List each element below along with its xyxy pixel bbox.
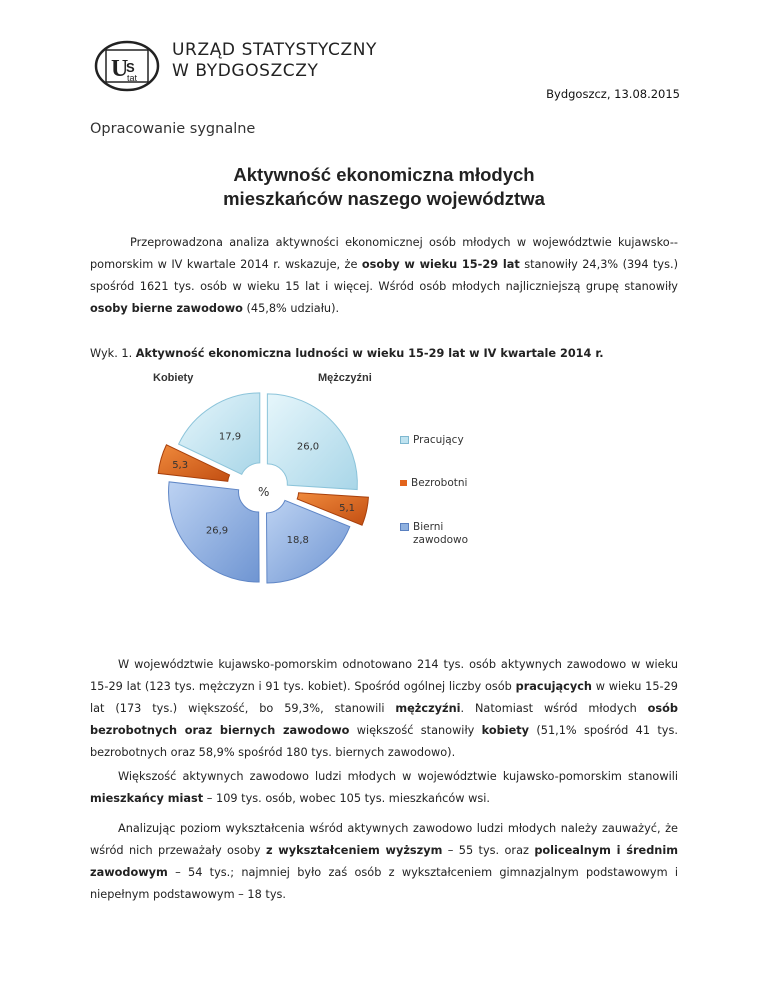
legend-item-bierni bbox=[400, 521, 475, 547]
text: – 109 tys. osób, wobec 105 tys. mieszkańców wsi. bbox=[203, 792, 490, 805]
institution-line2: W BYDGOSZCZY bbox=[172, 61, 319, 81]
chart-caption bbox=[90, 347, 604, 360]
bold-text: kobiety bbox=[481, 724, 530, 737]
text: (51,1% spośród 41 tys. bezrobotnych oraz 58,9% spośród 180 tys. biernych zawodowo). bbox=[90, 724, 678, 759]
text: Analizując poziom wykształcenia wśród aktywnych zawodowo ludzi młodych należy zauważyć, że wśród nich przeważały osoby bbox=[90, 822, 678, 857]
svg-text:S: S bbox=[126, 60, 135, 75]
data-label: 18,8 bbox=[286, 535, 309, 547]
text: . Natomiast wśród młodych bbox=[460, 702, 648, 715]
text: (45,8% udziału). bbox=[242, 302, 340, 315]
bold-text: osób bezrobotnych oraz biernych zawodowo bbox=[90, 702, 678, 737]
text: Większość aktywnych zawodowo ludzi młodych w województwie kujawsko-pomorskim stanowili bbox=[118, 770, 678, 783]
legend-swatch bbox=[400, 480, 407, 486]
bold-text: mieszkańcy miast bbox=[90, 792, 204, 805]
logo bbox=[94, 40, 160, 92]
page-title bbox=[0, 163, 768, 211]
paragraph-education bbox=[90, 818, 678, 906]
bold-text: pracujących bbox=[515, 680, 592, 693]
us-logo-icon bbox=[94, 40, 160, 92]
data-label: 26,0 bbox=[296, 441, 320, 453]
text: większość stanowiły bbox=[349, 724, 482, 737]
paragraph-intro bbox=[90, 232, 678, 320]
text: – 54 tys.; najmniej było zaś osób z wykształceniem gimnazjalnym podstawowym i niepełnym podstawowym – 18 tys. bbox=[90, 866, 678, 901]
bold-text: osoby bierne zawodowo bbox=[90, 302, 243, 315]
legend-swatch bbox=[400, 523, 409, 531]
text: w wieku 15-29 lat (173 tys.) większość, bo 59,3%, stanowili bbox=[90, 680, 678, 715]
caption-prefix: Wyk. 1. bbox=[90, 347, 136, 360]
data-label: 5,1 bbox=[339, 503, 356, 515]
text: Przeprowadzona analiza aktywności ekonomicznej osób młodych w województwie kujawsko--pomorskim w IV kwartale 2014 r. wskazuje, że bbox=[90, 236, 678, 271]
bold-text: mężczyźni bbox=[395, 702, 461, 715]
data-label: 17,9 bbox=[218, 431, 242, 443]
bold-text: z wykształceniem wyższym bbox=[265, 844, 443, 857]
legend-label: Bezrobotni bbox=[411, 477, 468, 489]
title-line1: Aktywność ekonomiczna młodych bbox=[233, 164, 535, 185]
title-line2: mieszkańców naszego województwa bbox=[223, 188, 545, 209]
document-date: Bydgoszcz, 13.08.2015 bbox=[546, 87, 680, 101]
paragraph-activity bbox=[90, 654, 678, 764]
legend-swatch bbox=[400, 436, 409, 444]
legend-item-pracujacy bbox=[400, 434, 464, 446]
institution-name bbox=[172, 40, 377, 82]
caption-title: Aktywność ekonomiczna ludności w wieku 15-29 lat w IV kwartale 2014 r. bbox=[135, 347, 604, 360]
data-label: 5,3 bbox=[172, 460, 189, 472]
bold-text: osoby w wieku 15-29 lat bbox=[361, 258, 520, 271]
legend-label: Bierni zawodowo bbox=[413, 521, 469, 546]
center-label: % bbox=[258, 485, 270, 499]
svg-text:tat: tat bbox=[127, 73, 138, 83]
group-label-kobiety: Kobiety bbox=[153, 372, 194, 384]
legend-item-bezrobotni bbox=[400, 477, 467, 489]
legend-label: Pracujący bbox=[413, 434, 464, 446]
paragraph-residence bbox=[90, 766, 678, 810]
document-type: Opracowanie sygnalne bbox=[90, 121, 256, 137]
group-label-mezczyzni: Mężczyźni bbox=[318, 372, 372, 384]
text: stanowiły 24,3% (394 tys.) spośród 1621 tys. osób w wieku 15 lat i więcej. Wśród osób młodych najliczniejszą grupę stanowiły bbox=[90, 258, 678, 293]
text: W województwie kujawsko-pomorskim odnotowano 214 tys. osób aktywnych zawodowo w wieku 15-29 lat (123 tys. mężczyzn i 91 tys. kobiet). Spośród ogólnej liczby osób bbox=[90, 658, 678, 693]
svg-text:U: U bbox=[111, 56, 129, 82]
institution-line1: URZĄD STATYSTYCZNY bbox=[172, 40, 378, 60]
bold-text: policealnym i średnim zawodowym bbox=[90, 844, 678, 879]
data-label: 26,9 bbox=[205, 525, 229, 537]
text: – 55 tys. oraz bbox=[442, 844, 535, 857]
